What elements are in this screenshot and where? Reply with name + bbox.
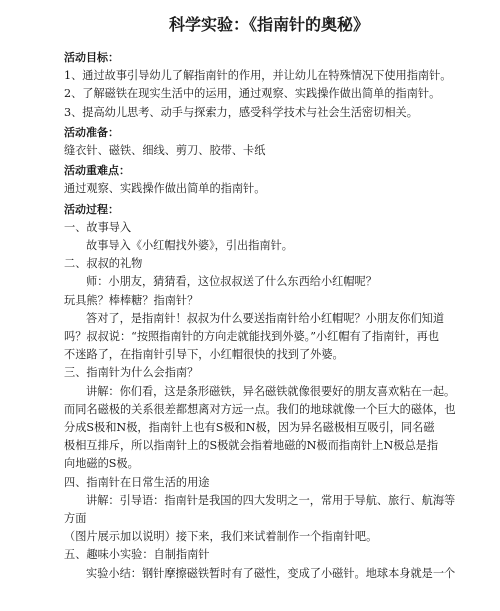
section-text: 玩具熊？棒棒糖？指南针？	[64, 293, 199, 307]
section-title: 四、指南针在日常生活的用途	[64, 475, 210, 489]
section-text: 极相互排斥，所以指南针上的S极就会指着地磁的N极而指南针上N极总是指	[64, 439, 439, 453]
section-text: 吗？叔叔说：“按照指南针的方向走就能找到外婆。”小红帽有了指南针，再也	[64, 330, 440, 344]
section-text: 方面	[64, 512, 87, 526]
objective-item: 2、了解磁铁在现实生活中的运用，通过观察、实践操作做出简单的指南针。	[64, 87, 441, 101]
key-points-text: 通过观察、实践操作做出简单的指南针。	[64, 182, 266, 196]
section-text: 而同名磁极的关系很差都想离对方远一点。我们的地球就像一个巨大的磁体，也	[64, 402, 456, 416]
page-title: 科学实验：《指南针的奥秘》	[168, 15, 369, 34]
section-text: 师：小朋友，猜猜看，这位叔叔送了什么东西给小红帽呢？	[86, 275, 377, 289]
section-text: 讲解：你们看，这是条形磁铁，异名磁铁就像很要好的朋友喜欢粘在一起。	[86, 384, 456, 398]
section-text: （图片展示加以说明）接下来，我们来试着制作一个指南针吧。	[64, 530, 378, 544]
section-title: 一、故事导入	[64, 220, 132, 234]
section-text: 不迷路了，在指南针引导下，小红帽很快的找到了外婆。	[64, 348, 344, 362]
process-heading: 活动过程：	[64, 202, 119, 216]
section-title: 五、趣味小实验：自制指南针	[64, 548, 210, 562]
objective-item: 1、通过故事引导幼儿了解指南针的作用，并让幼儿在特殊情况下使用指南针。	[64, 69, 452, 83]
section-text: 答对了，是指南针！叔叔为什么要送指南针给小红帽呢？小朋友你们知道	[86, 311, 445, 325]
section-title: 二、叔叔的礼物	[64, 257, 143, 271]
section-text: 分成S极和N极，指南针上也有S极和N极，因为异名磁极相互吸引，同名磁	[64, 421, 435, 435]
section-title: 三、指南针为什么会指南？	[64, 366, 199, 380]
section-text: 讲解：引导语：指南针是我国的四大发明之一，常用于导航、旅行、航海等	[86, 493, 456, 507]
objectives-heading: 活动目标：	[64, 51, 119, 64]
preparation-heading: 活动准备：	[64, 125, 119, 139]
section-text: 向地磁的S极。	[64, 457, 139, 471]
section-text: 故事导入《小红帽找外婆》，引出指南针。	[86, 239, 293, 253]
objective-item: 3、提高幼儿思考、动手与探索力，感受科学技术与社会生活密切相关。	[64, 105, 418, 119]
preparation-text: 缝衣针、磁铁、细线、剪刀、胶带、卡纸	[64, 144, 266, 158]
section-text: 实验小结：钢针摩擦磁铁暂时有了磁性，变成了小磁针。地球本身就是一个	[86, 566, 456, 580]
key-points-heading: 活动重难点：	[64, 164, 130, 178]
